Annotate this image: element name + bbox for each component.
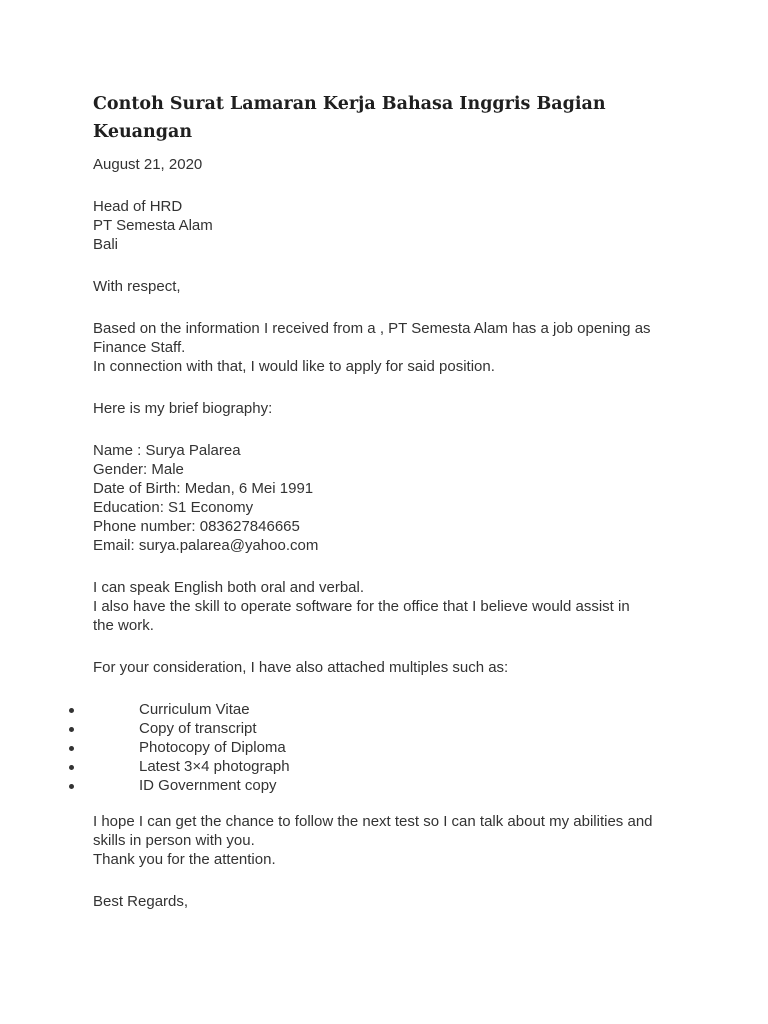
recipient-location: Bali xyxy=(93,236,119,253)
list-item xyxy=(0,719,700,738)
closing-line: skills in person with you. xyxy=(93,832,255,849)
bullet-icon xyxy=(69,746,74,751)
bullet-icon xyxy=(69,784,74,789)
recipient-block xyxy=(93,197,693,254)
skills-line: I can speak English both oral and verbal. xyxy=(93,579,365,596)
skills-paragraph xyxy=(93,578,693,635)
intro-line: Finance Staff. xyxy=(93,339,186,356)
bio-gender: Gender: Male xyxy=(93,461,184,478)
attachment-label: Latest 3×4 photograph xyxy=(139,758,290,775)
attachment-label: Copy of transcript xyxy=(139,720,257,737)
list-item xyxy=(0,776,700,795)
sign-off: Best Regards, xyxy=(93,893,189,910)
attachment-label: Curriculum Vitae xyxy=(139,701,250,718)
biography-block xyxy=(93,441,693,555)
biography-intro: Here is my brief biography: xyxy=(93,400,273,417)
closing-paragraph xyxy=(93,812,693,869)
list-item xyxy=(0,757,700,776)
list-item xyxy=(0,738,700,757)
bullet-icon xyxy=(69,727,74,732)
skills-line: the work. xyxy=(93,617,154,634)
closing-line: Thank you for the attention. xyxy=(93,851,276,868)
attachments-list xyxy=(0,700,700,795)
intro-line: Based on the information I received from a , PT Semesta Alam has a job opening as xyxy=(93,320,651,337)
recipient-company: PT Semesta Alam xyxy=(93,217,213,234)
intro-paragraph xyxy=(93,319,693,376)
attachment-label: ID Government copy xyxy=(139,777,277,794)
letter-date: August 21, 2020 xyxy=(93,156,203,173)
bio-name: Name : Surya Palarea xyxy=(93,442,241,459)
recipient-title: Head of HRD xyxy=(93,198,183,215)
attachments-intro: For your consideration, I have also attached multiples such as: xyxy=(93,659,509,676)
skills-line: I also have the skill to operate software for the office that I believe would assist in xyxy=(93,598,630,615)
attachment-label: Photocopy of Diploma xyxy=(139,739,286,756)
intro-line: In connection with that, I would like to apply for said position. xyxy=(93,358,495,375)
list-item xyxy=(0,700,700,719)
bio-email: Email: surya.palarea@yahoo.com xyxy=(93,537,319,554)
document-title: Contoh Surat Lamaran Kerja Bahasa Inggris Bagian Keuangan xyxy=(93,94,606,142)
salutation: With respect, xyxy=(93,278,181,295)
bullet-icon xyxy=(69,765,74,770)
bio-date-of-birth: Date of Birth: Medan, 6 Mei 1991 xyxy=(93,480,314,497)
closing-line: I hope I can get the chance to follow the next test so I can talk about my abilities and xyxy=(93,813,653,830)
bio-education: Education: S1 Economy xyxy=(93,499,254,516)
bio-phone: Phone number: 083627846665 xyxy=(93,518,300,535)
bullet-icon xyxy=(69,708,74,713)
